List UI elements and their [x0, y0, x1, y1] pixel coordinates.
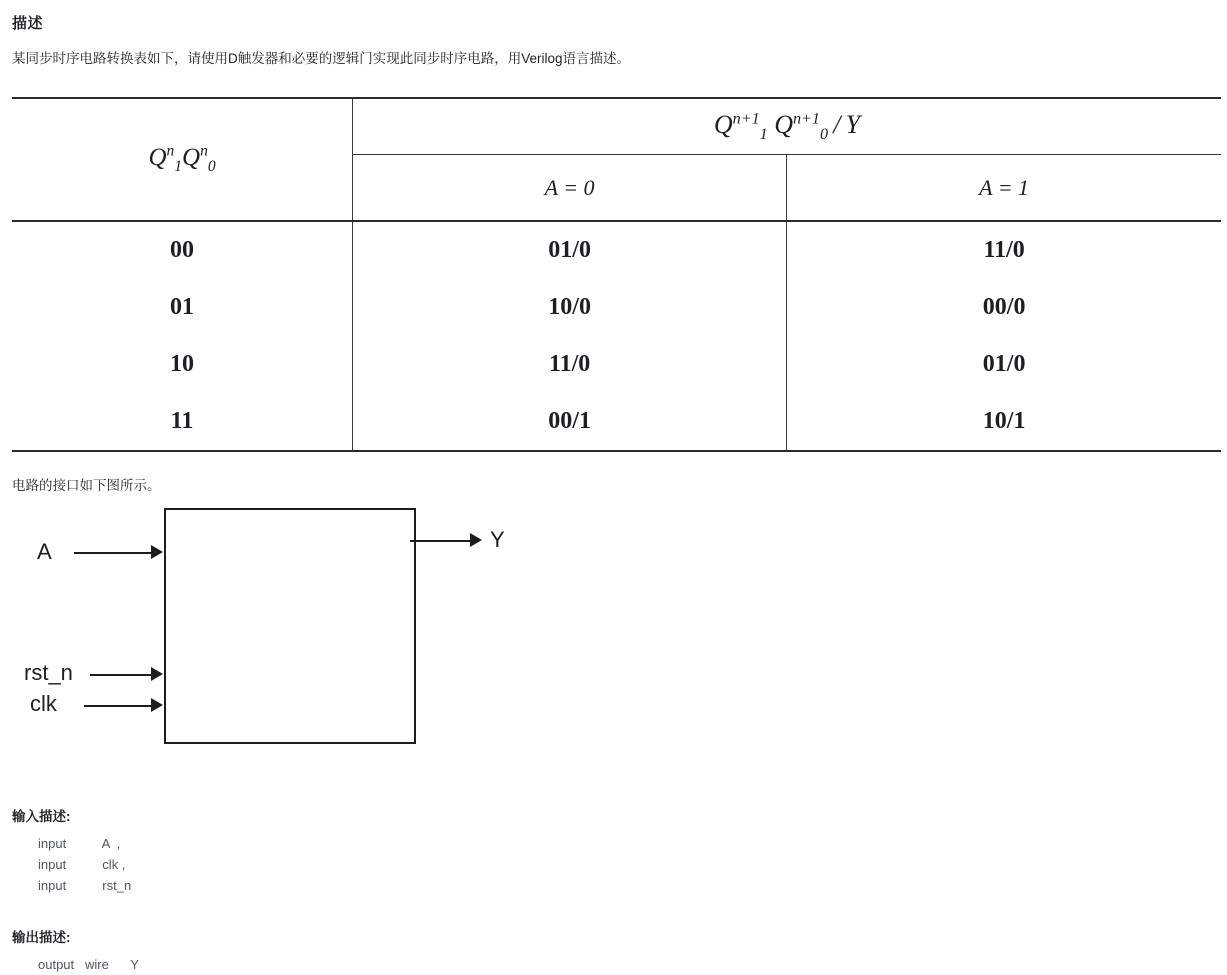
input-line: input A , — [38, 836, 121, 852]
input-description-title: 输入描述: — [12, 809, 71, 825]
cell-next-a1: 00/0 — [787, 279, 1221, 336]
input-line: input clk , — [38, 857, 126, 873]
cell-present-state: 01 — [170, 294, 194, 321]
rst-arrow-icon — [151, 667, 163, 681]
a-arrow-icon — [151, 545, 163, 559]
cell-next-a0: 00/1 — [353, 393, 787, 451]
column-header-a0: A = 0 — [353, 155, 787, 222]
signal-label-clk: clk — [30, 691, 57, 717]
cell-next-a1: 01/0 — [787, 336, 1221, 393]
cell-present-state: 00 — [170, 237, 194, 264]
cell-present-state: 11 — [12, 393, 353, 451]
description-text: 某同步时序电路转换表如下，请使用D触发器和必要的逻辑门实现此同步时序电路，用Verilog语言描述。 — [12, 51, 631, 66]
page-title: 描述 — [12, 15, 44, 32]
rst-input-line — [90, 674, 152, 676]
signal-label-rst-n: rst_n — [24, 660, 73, 686]
clk-input-line — [84, 705, 152, 707]
clk-arrow-icon — [151, 698, 163, 712]
output-description-block — [12, 954, 1215, 975]
table-row — [12, 221, 1221, 279]
a-input-line — [74, 552, 152, 554]
figure-caption: 电路的接口如下图所示。 — [12, 478, 161, 494]
signal-label-a: A — [37, 539, 52, 565]
output-line: output wire Y — [38, 957, 139, 973]
table-row — [12, 279, 1221, 336]
input-line: input rst_n — [38, 878, 132, 894]
cell-next-a1: 10/1 — [787, 393, 1221, 451]
table-row — [12, 336, 1221, 393]
cell-next-a1: 11/0 — [787, 221, 1221, 279]
signal-label-y: Y — [490, 527, 505, 553]
input-description-block — [12, 833, 1215, 896]
interface-diagram — [12, 500, 712, 775]
present-state-header: $Q^n_1Q^n_0$ — [12, 98, 353, 221]
output-description-title: 输出描述: — [12, 930, 71, 946]
column-header-a1: A = 1 — [787, 155, 1221, 222]
module-box — [164, 508, 416, 744]
cell-next-a0: 01/0 — [353, 221, 787, 279]
y-output-line — [410, 540, 472, 542]
next-state-header: $Q^{n+1}_1$ $Q^{n+1}_0$ / Y — [353, 98, 1222, 155]
y-arrow-icon — [470, 533, 482, 547]
cell-next-a0: 10/0 — [353, 279, 787, 336]
cell-present-state: 10 — [170, 351, 194, 378]
state-transition-table — [12, 97, 1221, 452]
cell-next-a0: 11/0 — [353, 336, 787, 393]
table-row — [12, 393, 1221, 451]
